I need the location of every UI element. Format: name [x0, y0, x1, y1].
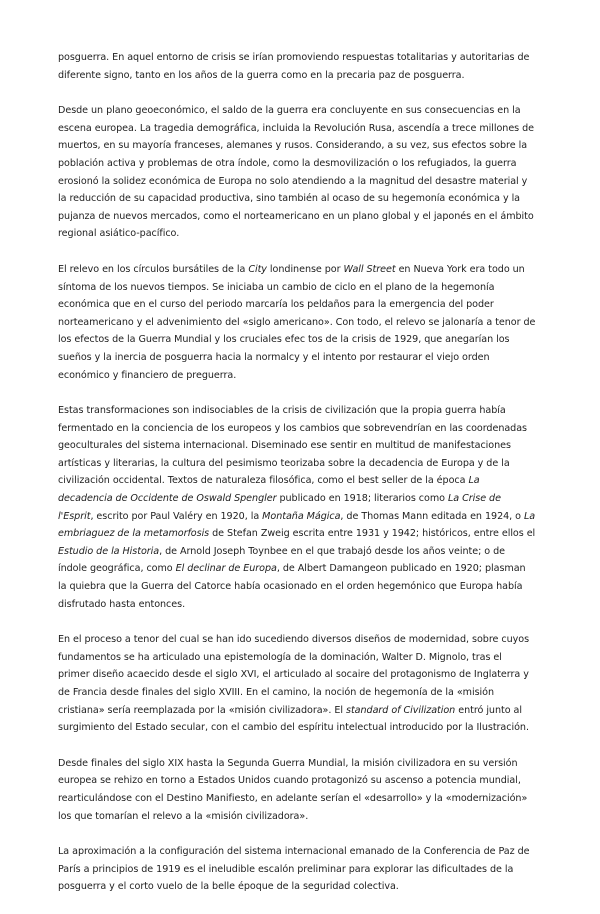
paragraph-text: La aproximación a la configuración del sistema internacional emanado de la Conferencia de Paz de París a principios de 1919 es el ineludible escalón preliminar para explorar las dificultades de la posguerra y el corto vuelo de la belle époque de la seguridad colectiva.	[58, 846, 530, 893]
italic-book-title: Estudio de la Historia	[58, 545, 160, 557]
paragraph	[58, 755, 536, 825]
paragraph-text: Desde finales del siglo XIX hasta la Segunda Guerra Mundial, la misión civilizadora en su versión europea se rehizo en torno a Estados Unidos cuando protagonizó su ascenso a potencia mundial, rearticulándose con el Destino Manifiesto, en adelante serían el «desarrollo» y la «modernización» los que tomarían el relevo a la «misión civilizadora».	[58, 757, 528, 822]
paragraph	[58, 49, 536, 84]
italic-book-title: Montaña Mágica	[262, 510, 341, 522]
paragraph-text: publicado en 1918; literarios como	[276, 493, 448, 505]
paragraph-text: en Nueva York era todo un síntoma de los nuevos tiempos. Se iniciaba un cambio de ciclo en el plano de la hegemonía económica que en el curso del periodo marcaría los peldaños para la emergencia del poder norteamericano y el advenimiento del «siglo americano». Con todo, el relevo se jalonaría a tenor de los efectos de la Guerra Mundial y los cruciales efec tos de la crisis de 1929, que anegarían los sueños y la inercia de posguerra hacia la normalcy y el intento por restaurar el viejo orden económico y financiero de preguerra.	[58, 263, 536, 381]
paragraph	[58, 402, 536, 613]
document-page	[58, 49, 536, 914]
italic-book-title: La Crise de l'Esprit	[58, 493, 501, 522]
paragraph-text: entró junto al surgimiento del Estado secular, con el cambio del espíritu intelectual introducido por la Ilustración.	[58, 704, 529, 734]
paragraph-text: de Stefan Zweig escrita entre 1931 y 1942; históricos, entre ellos el	[209, 528, 536, 540]
paragraph-text: posguerra. En aquel entorno de crisis se irían promoviendo respuestas totalitarias y autoritarias de diferente signo, tanto en los años de la guerra como en la precaria paz de posguerra.	[58, 52, 530, 81]
italic-term-city: City	[248, 263, 267, 275]
paragraph-text: En el proceso a tenor del cual se han ido sucediendo diversos diseños de modernidad, sobre cuyos fundamentos se ha articulado una epistemología de la dominación, Walter D. Mignolo, tras el primer diseño acaecido desde el siglo XVI, el articulado al socaire del protagonismo de Inglaterra y de Francia desde finales del siglo XVIII. En el camino, la noción de hegemonía de la «misión cristiana» sería reemplazada por la «misión civilizadora». El	[58, 634, 530, 716]
paragraph	[58, 102, 536, 243]
paragraph	[58, 631, 536, 737]
italic-term-wall-street: Wall Street	[343, 263, 396, 275]
paragraph-text: , de Albert Damangeon publicado en 1920; plasman la quiebra que la Guerra del Catorce había ocasionado en el orden hegemónico que Europa había disfrutado hasta entonces.	[58, 563, 526, 610]
italic-term: standard of Civilization	[346, 704, 456, 716]
paragraph-text: , escrito por Paul Valéry en 1920, la	[90, 510, 263, 522]
paragraph-text: , de Arnold Joseph Toynbee en el que trabajó desde los años veinte; o de índole geográfica, como	[58, 545, 505, 575]
paragraph-text: , de Thomas Mann editada en 1924, o	[340, 510, 524, 522]
paragraph-text: londinense por	[266, 263, 344, 275]
paragraph	[58, 843, 536, 896]
italic-book-title: El declinar de Europa	[175, 563, 277, 575]
paragraph-text: Desde un plano geoeconómico, el saldo de la guerra era concluyente en sus consecuencias en la escena europea. La tragedia demográfica, incluida la Revolución Rusa, ascendía a trece millones de muertos, en su mayoría franceses, alemanes y rusos. Considerando, a su vez, sus efectos sobre la población activa y problemas de otra índole, como la desmovilización o los refugiados, la guerra erosionó la solidez económica de Europa no solo atendiendo a la magnitud del desastre material y la reducción de su capacidad productiva, sino también al ocaso de su hegemonía económica y la pujanza de nuevos mercados, como el norteamericano en un plano global y el japonés en el ámbito regional asiático-pacífico.	[58, 105, 535, 240]
paragraph-text: Estas transformaciones son indisociables de la crisis de civilización que la propia guerra había fermentado en la conciencia de los europeos y los cambios que sobrevendrían en las coordenadas geoculturales del sistema internacional. Diseminado ese sentir en multitud de manifestaciones artísticas y literarias, la cultura del pesimismo teorizaba sobre la decadencia de Europa y de la civilización occidental. Textos de naturaleza filosófica, como el best seller de la época	[58, 405, 527, 487]
paragraph-text: El relevo en los círculos bursátiles de la	[58, 263, 249, 275]
italic-book-title: La decadencia de Occidente de Oswald Spengler	[58, 475, 480, 505]
paragraph	[58, 261, 536, 384]
italic-book-title: La embriaguez de la metamorfosis	[58, 510, 536, 540]
